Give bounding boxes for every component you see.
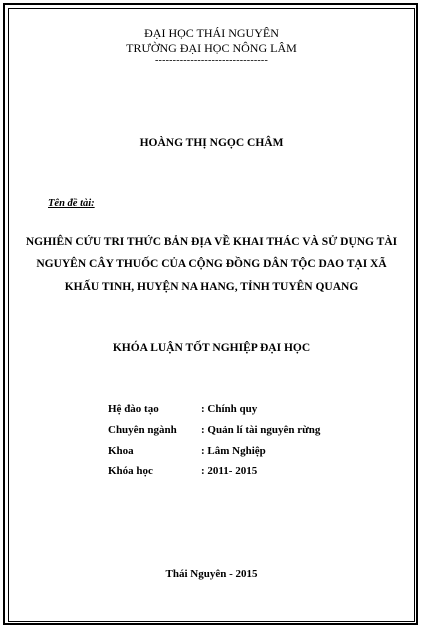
thesis-type: KHÓA LUẬN TỐT NGHIỆP ĐẠI HỌC (112, 342, 311, 354)
info-row-major (108, 424, 320, 436)
info-row-training-system (108, 403, 257, 415)
page-border-inner (8, 8, 415, 622)
thesis-title-line-3: KHẤU TINH, HUYỆN NA HANG, TỈNH TUYÊN QUANG (64, 281, 359, 293)
info-row-faculty (108, 445, 266, 457)
info-label: Khóa học (108, 465, 153, 477)
info-label: Khoa (108, 445, 134, 457)
author-name: HOÀNG THỊ NGỌC CHÂM (139, 137, 284, 149)
info-value: : 2011- 2015 (201, 465, 258, 477)
thesis-title-line-1: NGHIÊN CỨU TRI THỨC BẢN ĐỊA VỀ KHAI THÁC VÀ SỬ DỤNG TÀI (25, 236, 398, 248)
info-row-course (108, 465, 257, 477)
university-name: ĐẠI HỌC THÁI NGUYÊN (144, 26, 279, 40)
info-value: : Lâm Nghiệp (201, 445, 266, 457)
info-value: : Chính quy (201, 403, 258, 415)
header-divider: -------------------------------- (155, 55, 268, 66)
school-name: TRƯỜNG ĐẠI HỌC NÔNG LÂM (126, 41, 297, 55)
thesis-title-line-2: NGUYÊN CÂY THUỐC CỦA CỘNG ĐỒNG DÂN TỘC DAO TẠI XÃ (36, 258, 387, 270)
place-year: Thái Nguyên - 2015 (165, 568, 258, 580)
info-value: : Quản lí tài nguyên rừng (201, 424, 321, 436)
topic-label: Tên đề tài: (48, 198, 95, 209)
info-label: Chuyên ngành (108, 424, 177, 436)
info-label: Hệ đào tạo (108, 403, 159, 415)
